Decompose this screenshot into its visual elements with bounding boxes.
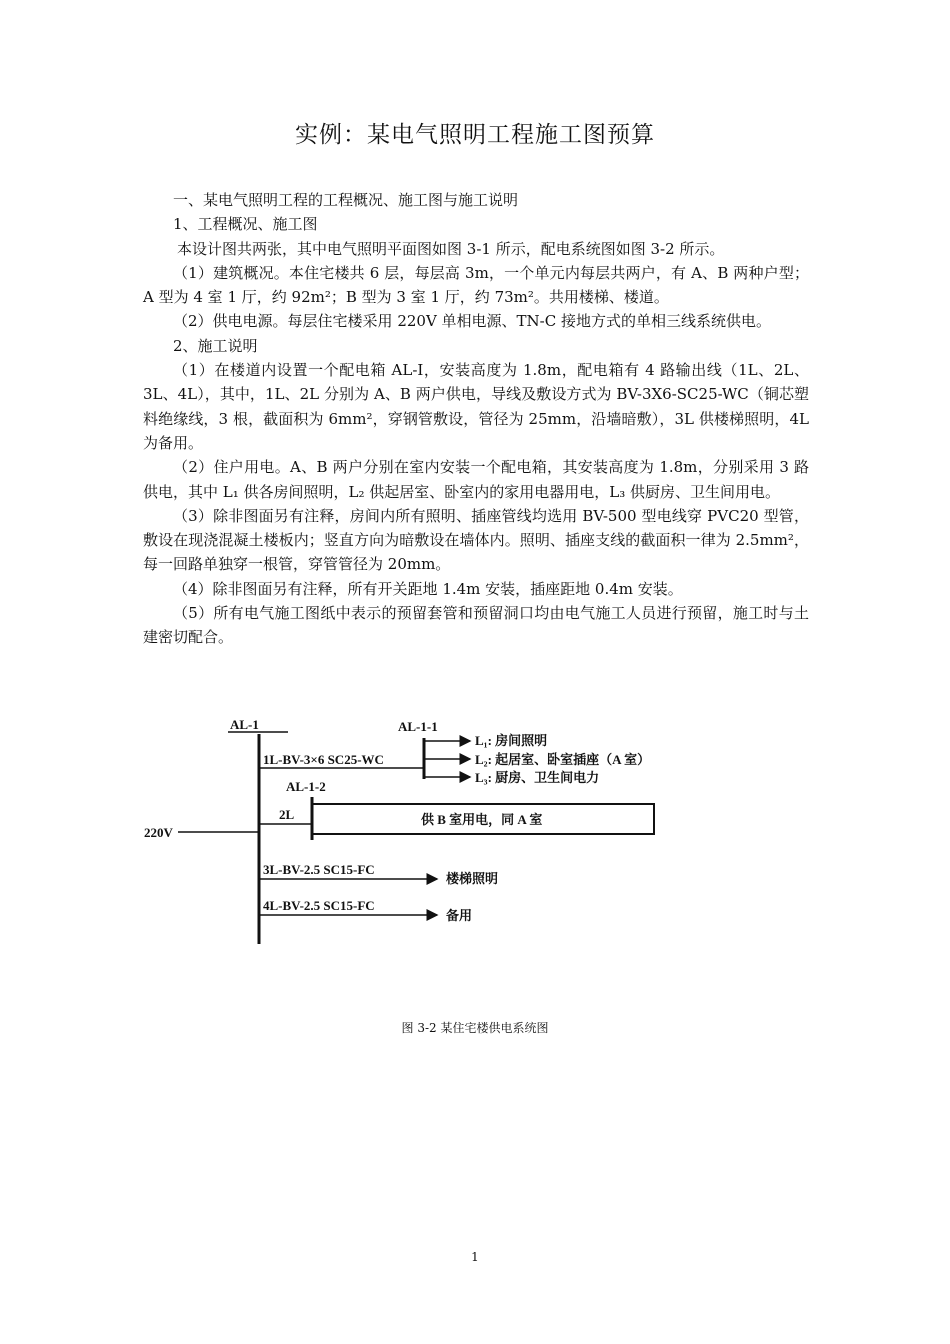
paragraph-subsection-1: 1、工程概况、施工图 <box>173 215 318 234</box>
box-a-l3-label: L₃: 厨房、卫生间电力 <box>475 770 600 785</box>
power-supply-diagram <box>140 712 660 952</box>
paragraph-note-4: （4）除非图面另有注释，所有开关距地 1.4m 安装，插座距地 0.4m 安装。 <box>173 579 683 598</box>
paragraph-overview: 本设计图共两张，其中电气照明平面图如图 3-1 所示，配电系统图如图 3-2 所示。 <box>177 239 725 258</box>
circuit-4-target: 备用 <box>446 908 473 923</box>
paragraph-note-5: （5）所有电气施工图纸中表示的预留套管和预留洞口均由电气施工人员进行预留，施工时与土建密切配合。 <box>143 604 809 647</box>
main-box-label: AL-1 <box>230 717 259 732</box>
circuit-2-label: 2L <box>279 807 295 822</box>
box-a-l1-label: L₁: 房间照明 <box>475 733 548 748</box>
paragraph-section-1: 一、某电气照明工程的工程概况、施工图与施工说明 <box>173 191 519 209</box>
paragraph-note-3: （3）除非图面另有注释，房间内所有照明、插座管线均选用 BV-500 型电线穿 PVC20 型管，敷设在现浇混凝土楼板内；竖直方向为暗敷设在墙体内。照明、插座支线的截面积一律为 2.5mm²，每一回路单独穿一根管，穿管管径为 20mm。 <box>143 506 809 574</box>
circuit-3-label: 3L-BV-2.5 SC15-FC <box>263 862 375 877</box>
supply-label: 220V <box>144 825 173 840</box>
circuit-3-target: 楼梯照明 <box>446 871 499 886</box>
figure-caption: 图 3-2 某住宅楼供电系统图 <box>401 1021 549 1035</box>
paragraph-note-2: （2）住户用电。A、B 两户分别在室内安装一个配电箱，其安装高度为 1.8m，分别采用 3 路供电，其中 L₁ 供各房间照明，L₂ 供起居室、卧室内的家用电器用电，L₃ 供厨房、卫生间用电。 <box>143 458 809 501</box>
box-a-label: AL-1-1 <box>398 719 438 734</box>
paragraph-building: （1）建筑概况。本住宅楼共 6 层，每层高 3m，一个单元内每层共两户，有 A、B 两种户型；A 型为 4 室 1 厅，约 92m²；B 型为 3 室 1 厅，约 73m²。共用楼梯、楼道。 <box>143 263 809 307</box>
page-number: 1 <box>471 1250 479 1264</box>
body-text <box>143 188 809 650</box>
paragraph-subsection-2: 2、施工说明 <box>173 336 258 355</box>
paragraph-note-1: （1）在楼道内设置一个配电箱 AL-I，安装高度为 1.8m，配电箱有 4 路输出线（1L、2L、3L、4L），其中，1L、2L 分别为 A、B 两户供电，导线及敷设方式为 BV-3X6-SC25-WC（铜芯塑料绝缘线，3 根，截面积为 6mm²，穿钢管敷设，管径为 25mm，沿墙暗敷），3L 供楼梯照明，4L 为备用。 <box>143 361 809 452</box>
circuit-4-label: 4L-BV-2.5 SC15-FC <box>263 898 375 913</box>
circuit-1-label: 1L-BV-3×6 SC25-WC <box>263 752 384 767</box>
box-b-note: 供 B 室用电，同 A 室 <box>421 812 543 827</box>
paragraph-power-supply: （2）供电电源。每层住宅楼采用 220V 单相电源、TN-C 接地方式的单相三线系统供电。 <box>173 312 771 331</box>
box-b-label: AL-1-2 <box>286 779 326 794</box>
box-a-l2-label: L₂: 起居室、卧室插座（A 室） <box>475 752 651 767</box>
page-title: 实例：某电气照明工程施工图预算 <box>295 122 655 148</box>
